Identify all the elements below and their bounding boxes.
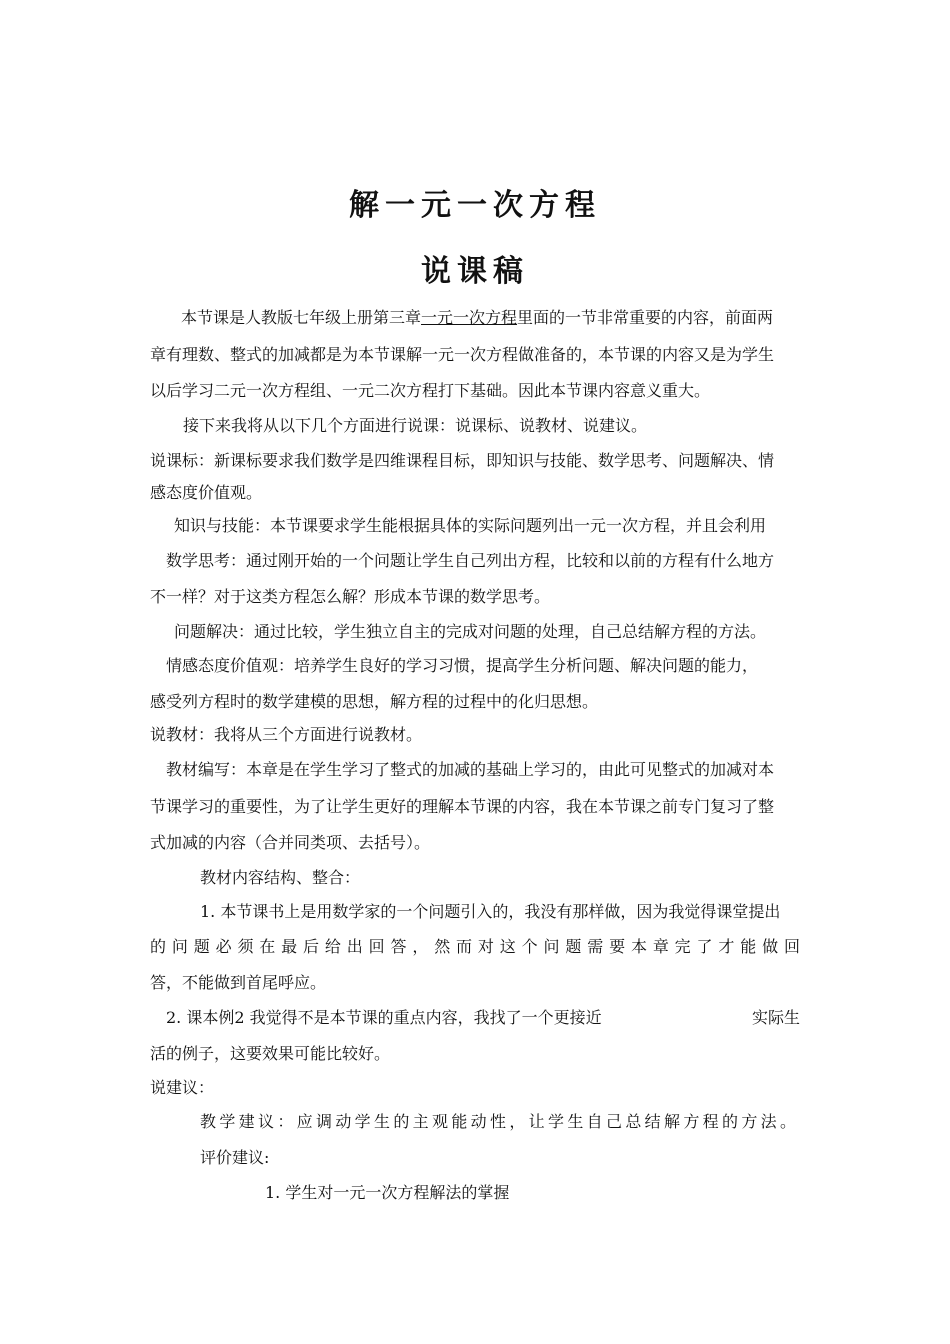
para1-line2: 章有理数、整式的加减都是为本节课解一元一次方程做准备的，本节课的内容又是为学生 <box>150 345 775 364</box>
wenti-line: 问题解决：通过比较，学生独立自主的完成对问题的处理，自己总结解方程的方法。 <box>174 622 767 641</box>
qinggan-line2: 感受列方程时的数学建模的思想，解方程的过程中的化归思想。 <box>150 692 599 711</box>
item2-line1a: 2. 课本例2 我觉得不是本节课的重点内容，我找了一个更接近 <box>166 1008 602 1027</box>
pingjia-item1: 1. 学生对一元一次方程解法的掌握 <box>265 1183 510 1202</box>
bianxie-line2: 节课学习的重要性，为了让学生更好的理解本节课的内容，我在本节课之前专门复习了整 <box>150 797 775 816</box>
item1-line2: 的问题必须在最后给出回答，然而对这个问题需要本章完了才能做回 <box>150 937 800 956</box>
item2-line1b: 实际生 <box>752 1008 801 1027</box>
shuxue-line2: 不一样？对于这类方程怎么解？形成本节课的数学思考。 <box>150 587 551 606</box>
kebiao-line1: 说课标：新课标要求我们数学是四维课程目标，即知识与技能、数学思考、问题解决、情 <box>150 451 775 470</box>
jianyi-line: 说建议： <box>150 1078 215 1097</box>
bianxie-line3: 式加减的内容（合并同类项、去括号）。 <box>150 833 431 852</box>
para1-line1-pre: 本节课是人教版七年级上册第三章 <box>181 308 422 327</box>
item2-line2: 活的例子，这要效果可能比较好。 <box>150 1044 391 1063</box>
item1-line3: 答，不能做到首尾呼应。 <box>150 973 327 992</box>
qinggan-line1: 情感态度价值观：培养学生良好的学习习惯，提高学生分析问题、解决问题的能力， <box>166 656 759 675</box>
intro-line: 接下来我将从以下几个方面进行说课：说课标、说教材、说建议。 <box>183 416 648 435</box>
para1-line3: 以后学习二元一次方程组、一元二次方程打下基础。因此本节课内容意义重大。 <box>150 381 711 400</box>
jiaoxue-line: 教学建议：应调动学生的主观能动性，让学生自己总结解方程的方法。 <box>200 1112 796 1131</box>
jiegou-line: 教材内容结构、整合： <box>200 868 361 887</box>
shuxue-line1: 数学思考：通过刚开始的一个问题让学生自己列出方程，比较和以前的方程有什么地方 <box>166 551 775 570</box>
para1-line1-post: 里面的一节非常重要的内容，前面两 <box>517 308 774 327</box>
document-title: 解一元一次方程 <box>349 188 601 223</box>
bianxie-line1: 教材编写：本章是在学生学习了整式的加减的基础上学习的，由此可见整式的加减对本 <box>166 760 775 779</box>
chapter-link: 一元一次方程 <box>421 308 518 327</box>
item1-line1: 1. 本节课书上是用数学家的一个问题引入的，我没有那样做，因为我觉得课堂提出 <box>200 902 781 921</box>
kebiao-line2: 感态度价值观。 <box>150 483 263 502</box>
pingjia-line: 评价建议: <box>200 1148 270 1167</box>
zhishi-line: 知识与技能：本节课要求学生能根据具体的实际问题列出一元一次方程，并且会利用 <box>174 516 767 535</box>
jiaocai-line: 说教材：我将从三个方面进行说教材。 <box>150 725 423 744</box>
document-subtitle: 说课稿 <box>421 254 529 289</box>
para1-line1 <box>181 308 773 328</box>
